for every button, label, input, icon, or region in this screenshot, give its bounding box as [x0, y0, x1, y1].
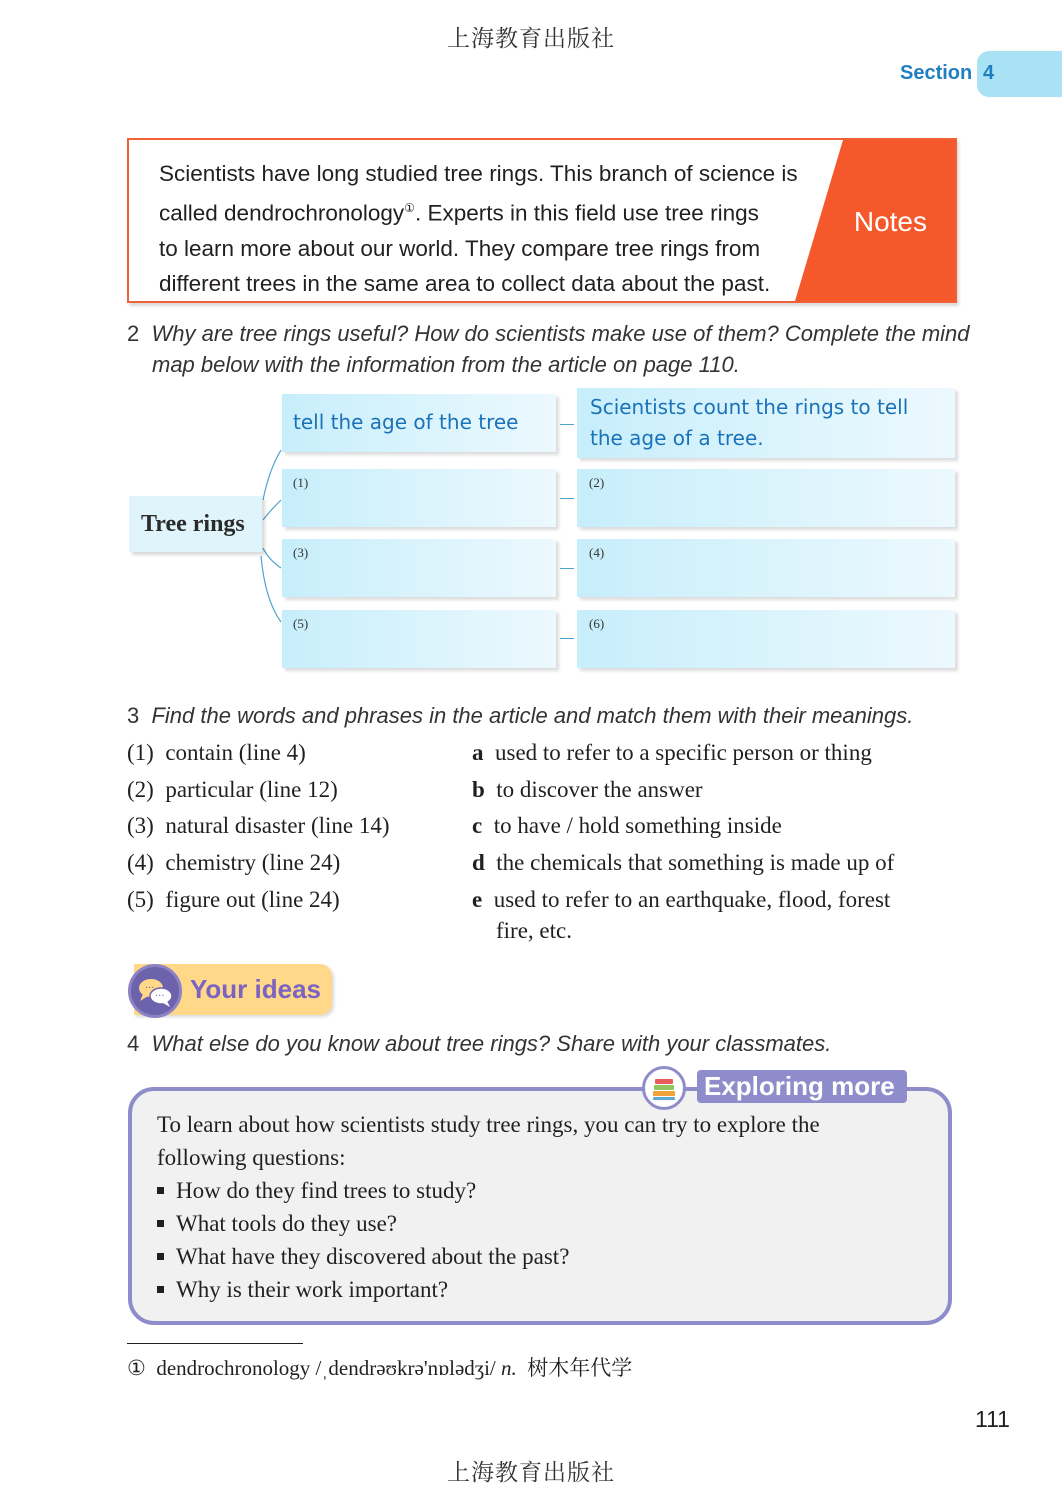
page-number: 111 — [975, 1406, 1010, 1432]
mindmap-example-left-text: tell the age of the tree — [293, 410, 519, 434]
notes-box — [127, 138, 957, 303]
mindmap-blank-1[interactable] — [282, 469, 556, 527]
word-item-5 — [127, 887, 340, 913]
notes-line: to learn more about our world. They compare tree rings from — [159, 235, 761, 261]
mindmap-example-left — [282, 394, 556, 452]
mindmap-dash — [560, 424, 574, 425]
word-number: (2) — [127, 777, 154, 802]
mindmap-example-right — [577, 388, 955, 458]
mindmap-blank-5[interactable] — [282, 610, 556, 668]
footnote-pos: n. — [501, 1356, 517, 1380]
exploring-question-text: What tools do they use? — [176, 1211, 398, 1236]
meaning-item-b — [472, 777, 703, 803]
notes-text — [159, 156, 809, 301]
notes-line — [159, 191, 809, 231]
blank-number: (2) — [589, 475, 605, 490]
svg-text:···: ··· — [145, 983, 155, 994]
question-4-text: What else do you know about tree rings? Share with your classmates. — [151, 1031, 832, 1056]
question-number: 4 — [127, 1031, 140, 1056]
blank-number: (6) — [589, 616, 605, 631]
meaning-text: used to refer to an earthquake, flood, forest — [493, 887, 891, 912]
section-label: Section — [900, 62, 973, 84]
mindmap-blank-3[interactable] — [282, 539, 556, 597]
mindmap-blank-4[interactable] — [577, 539, 955, 597]
question-4 — [127, 1028, 831, 1059]
mindmap-dash — [560, 498, 574, 499]
footnote-mark: ① — [127, 1356, 146, 1380]
word-item-4 — [127, 850, 340, 876]
notes-title: Notes — [853, 206, 927, 237]
notes-line: different trees in the same area to collect data about the past. — [159, 270, 771, 296]
word-text: figure out (line 24) — [165, 887, 340, 912]
exploring-question — [157, 1273, 448, 1306]
mindmap-root: Tree rings — [129, 496, 262, 552]
mindmap-example-right-line1: Scientists count the rings to tell — [590, 395, 909, 419]
meaning-text: to discover the answer — [496, 777, 703, 802]
question-2-line2: map below with the information from the article on page 110. — [152, 352, 740, 377]
exploring-intro-cont: following questions: — [157, 1145, 346, 1170]
footnote-rule — [127, 1343, 303, 1344]
bullet-icon — [157, 1187, 164, 1194]
publisher-header: 上海教育出版社 — [447, 26, 615, 51]
meaning-item-e — [472, 887, 890, 913]
word-number: (1) — [127, 740, 154, 765]
blank-number: (1) — [293, 475, 309, 490]
meaning-text: used to refer to a specific person or thing — [495, 740, 872, 765]
word-item-1 — [127, 740, 306, 766]
question-3 — [127, 700, 913, 731]
meaning-text: to have / hold something inside — [493, 813, 782, 838]
notes-term: called dendrochronology — [159, 200, 405, 226]
meaning-item-e-cont: fire, etc. — [496, 918, 572, 943]
footnote-phonetic: /ˌdendrəʊkrə'nɒlədʒi/ — [315, 1356, 496, 1380]
books-icon — [642, 1066, 686, 1110]
word-number: (4) — [127, 850, 154, 875]
blank-number: (4) — [589, 545, 605, 560]
word-text: chemistry (line 24) — [165, 850, 341, 875]
question-2 — [127, 318, 970, 349]
word-number: (3) — [127, 813, 154, 838]
question-number: 3 — [127, 703, 140, 728]
notes-line: Scientists have long studied tree rings. This branch of science is — [159, 161, 798, 186]
svg-text:···: ··· — [155, 991, 165, 1002]
publisher-footer: 上海教育出版社 — [447, 1460, 615, 1485]
meaning-item-c — [472, 813, 782, 839]
bullet-icon — [157, 1286, 164, 1293]
meaning-letter: e — [472, 887, 483, 912]
mindmap-dash — [560, 638, 574, 639]
word-item-2 — [127, 777, 338, 803]
blank-number: (5) — [293, 616, 309, 631]
bullet-icon — [157, 1253, 164, 1260]
meaning-letter: a — [472, 740, 484, 765]
exploring-more-title: Exploring more — [704, 1071, 895, 1101]
word-item-3 — [127, 813, 390, 839]
section-number: 4 — [983, 62, 995, 84]
footnote-ref[interactable]: ① — [404, 201, 415, 215]
meaning-text: the chemicals that something is made up of — [496, 850, 895, 875]
meaning-letter: d — [472, 850, 485, 875]
word-number: (5) — [127, 887, 154, 912]
exploring-question-text: How do they find trees to study? — [176, 1178, 477, 1203]
word-text: particular (line 12) — [165, 777, 338, 802]
meaning-letter: c — [472, 813, 483, 838]
blank-number: (3) — [293, 545, 309, 560]
question-2-line1: Why are tree rings useful? How do scientists make use of them? Complete the mind — [151, 321, 970, 346]
exploring-question-text: Why is their work important? — [176, 1277, 449, 1302]
exploring-question — [157, 1240, 569, 1273]
exploring-question — [157, 1174, 476, 1207]
mindmap-blank-2[interactable] — [577, 469, 955, 527]
question-3-text: Find the words and phrases in the article and match them with their meanings. — [151, 703, 914, 728]
footnote-meaning: 树木年代学 — [527, 1356, 633, 1380]
exploring-intro: To learn about how scientists study tree rings, you can try to explore the — [157, 1112, 820, 1137]
exploring-question — [157, 1207, 397, 1240]
meaning-item-d — [472, 850, 894, 876]
word-text: natural disaster (line 14) — [165, 813, 390, 838]
mindmap-example-right-line2: the age of a tree. — [590, 426, 764, 450]
speech-bubbles-icon — [128, 964, 182, 1018]
mindmap-blank-6[interactable] — [577, 610, 955, 668]
footnote-word: dendrochronology — [156, 1356, 311, 1380]
meaning-item-a — [472, 740, 872, 766]
notes-line-cont: . Experts in this field use tree rings — [414, 200, 759, 226]
footnote — [127, 1352, 632, 1382]
word-text: contain (line 4) — [165, 740, 306, 765]
your-ideas-title: Your ideas — [190, 974, 322, 1004]
bullet-icon — [157, 1220, 164, 1227]
exploring-question-text: What have they discovered about the past? — [176, 1244, 570, 1269]
question-number: 2 — [127, 321, 140, 346]
meaning-letter: b — [472, 777, 485, 802]
mindmap-dash — [560, 568, 574, 569]
